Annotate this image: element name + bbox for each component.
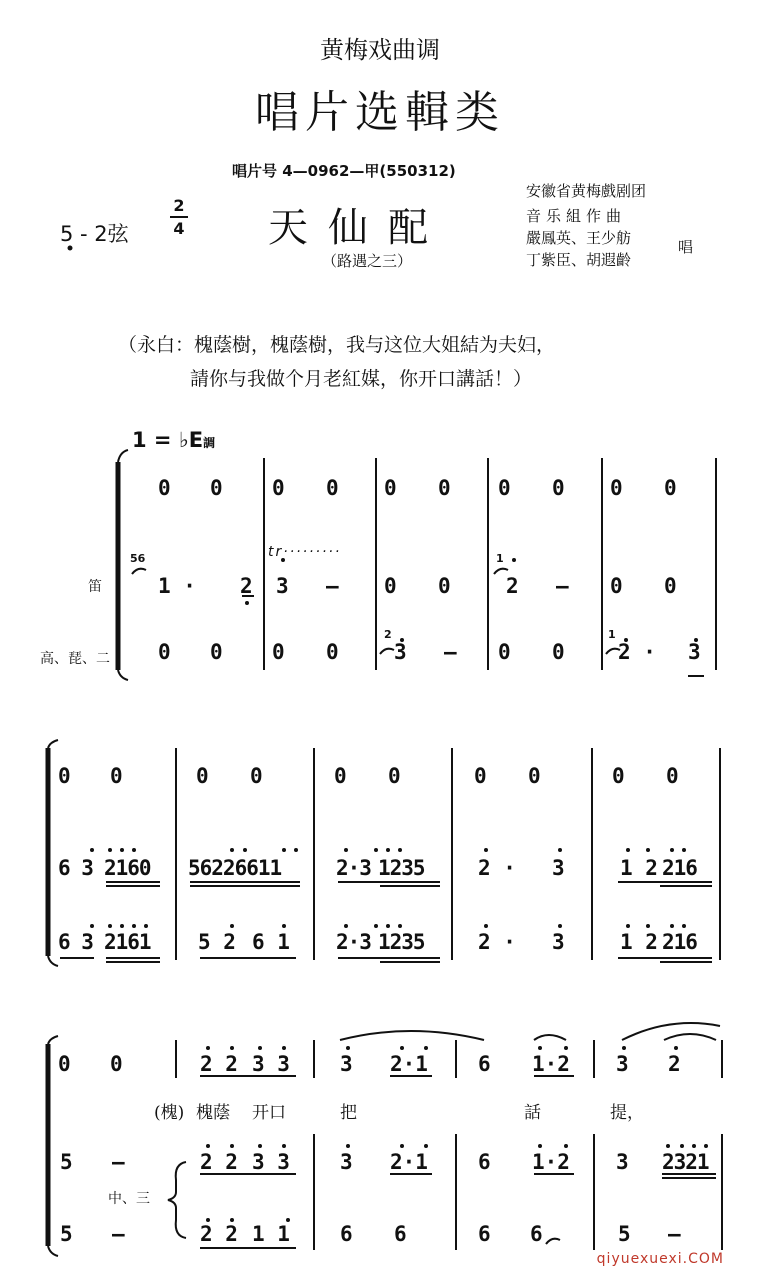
note: 3	[340, 1052, 353, 1076]
note: 1 1	[252, 1222, 290, 1246]
note: 2 ·	[478, 856, 516, 880]
slur-4	[664, 1034, 716, 1040]
system-2-bracket-bottom	[48, 956, 58, 966]
note: 2 2	[200, 1222, 238, 1246]
octave-dots	[68, 246, 709, 1223]
note: 0	[158, 640, 171, 664]
grace-note: 1	[608, 628, 616, 641]
song-title: 天仙配	[268, 205, 448, 251]
note: 1235	[378, 856, 425, 880]
system-3-bracket-bottom	[48, 1246, 58, 1256]
note: 3 3	[252, 1052, 290, 1076]
note: 2·1	[390, 1150, 428, 1174]
note: 5	[60, 1150, 73, 1174]
note: 0	[196, 764, 209, 788]
credit-singers-2: 丁紫臣、胡遐齡	[526, 251, 632, 269]
note: 3	[552, 856, 565, 880]
note: 6 1	[252, 930, 290, 954]
note: 3	[616, 1150, 629, 1174]
note: 6	[394, 1222, 407, 1246]
note: 0	[552, 640, 565, 664]
note: 0	[610, 476, 623, 500]
dialogue-line-1: （永白：槐蔭樹，槐蔭樹，我与这位大姐結为夫妇，	[118, 334, 556, 356]
string-tuning: 5 - 2弦	[60, 222, 129, 246]
lyric: (槐)	[154, 1103, 185, 1123]
note: 1·2	[532, 1150, 570, 1174]
key-signature-suffix: 調	[203, 436, 216, 450]
credit-singers-1: 嚴鳳英、王少舫	[526, 229, 632, 247]
trill-mark: tr·········	[268, 544, 342, 560]
system-3-bracket-top	[48, 1036, 58, 1044]
note: 3	[616, 1052, 629, 1076]
note: 0	[384, 476, 397, 500]
note: 2	[240, 574, 253, 598]
key-signature-text: 1 = ♭E	[132, 428, 204, 452]
grace-tick-3	[380, 649, 394, 654]
note: 0	[110, 764, 123, 788]
note: 2 2	[200, 1150, 238, 1174]
note: 0	[326, 476, 339, 500]
note: 3	[552, 930, 565, 954]
note: 0	[210, 640, 223, 664]
note: 0	[612, 764, 625, 788]
grace-note: 2	[384, 628, 392, 641]
note: 0	[272, 476, 285, 500]
note: 1 2	[620, 856, 658, 880]
note: 0	[664, 574, 677, 598]
record-number: 唱片号 4—0962—甲(550312)	[232, 162, 456, 180]
note: 0	[498, 640, 511, 664]
note: 3	[394, 640, 407, 664]
note: 1 ·	[158, 574, 196, 598]
instrument-flute: 笛	[88, 579, 102, 595]
note: –	[668, 1222, 681, 1246]
note: 2160	[104, 856, 151, 880]
lyric: 提，	[610, 1103, 644, 1123]
slur-2	[534, 1035, 566, 1040]
note: –	[444, 640, 457, 664]
note: 0	[334, 764, 347, 788]
credit-sing-label: 唱	[678, 238, 694, 256]
lyric: 話	[524, 1103, 541, 1123]
note: 6	[478, 1150, 491, 1174]
note: 2	[506, 574, 519, 598]
lyric: 槐蔭	[196, 1103, 230, 1123]
note: 2·3	[336, 856, 371, 880]
note: –	[556, 574, 569, 598]
note: 0	[666, 764, 679, 788]
note: 56226611	[188, 856, 282, 880]
note: 2·3	[336, 930, 371, 954]
instrument-mid-three: 中、三	[108, 1191, 150, 1207]
note: 5 2	[198, 930, 236, 954]
note: –	[326, 574, 339, 598]
grace-tick-5	[546, 1239, 560, 1244]
note: 2161	[104, 930, 151, 954]
note: 0	[528, 764, 541, 788]
note: 0	[438, 476, 451, 500]
note: 0	[110, 1052, 123, 1076]
song-subtitle: （路遇之三）	[322, 252, 413, 270]
instrument-high-er: 高、琵、二	[40, 651, 110, 667]
note: 5	[618, 1222, 631, 1246]
note: 5	[60, 1222, 73, 1246]
note: 6 3	[58, 930, 93, 954]
site-watermark: qiyuexuexi.COM	[596, 1251, 724, 1267]
note: 2·1	[390, 1052, 428, 1076]
note: 0	[58, 1052, 71, 1076]
note: 0	[474, 764, 487, 788]
note: 6	[340, 1222, 353, 1246]
grace-note: 56	[130, 552, 146, 565]
heading-genre: 黄梅戏曲调	[320, 36, 440, 64]
note: 0	[552, 476, 565, 500]
note: 0	[498, 476, 511, 500]
note: 216	[662, 930, 697, 954]
credit-organization: 安徽省黄梅戲剧团	[526, 182, 647, 200]
note: 1·2	[532, 1052, 570, 1076]
note: 0	[610, 574, 623, 598]
note: 2 2	[200, 1052, 238, 1076]
note: 1 2	[620, 930, 658, 954]
note: 0	[388, 764, 401, 788]
note: 2321	[662, 1150, 709, 1174]
note: 0	[438, 574, 451, 598]
note: 2 ·	[618, 640, 656, 664]
credit-composer: 音乐組作曲	[526, 207, 627, 225]
note: 3	[688, 640, 701, 664]
note: 0	[326, 640, 339, 664]
note: 0	[384, 574, 397, 598]
note: –	[112, 1222, 125, 1246]
note: 0	[250, 764, 263, 788]
grace-note: 1	[496, 552, 504, 565]
slur-1	[340, 1031, 484, 1040]
note: 2 ·	[478, 930, 516, 954]
system-1-bracket-bottom	[118, 670, 128, 680]
time-sig-denominator: 4	[173, 219, 185, 238]
note: –	[112, 1150, 125, 1174]
note: 6	[478, 1222, 491, 1246]
note: 0	[664, 476, 677, 500]
heading-category: 唱片选輯类	[255, 87, 505, 138]
note: 0	[158, 476, 171, 500]
system-1-bracket-top	[118, 450, 128, 462]
mid-three-brace	[168, 1162, 186, 1238]
note: 6	[530, 1222, 543, 1246]
note: 216	[662, 856, 697, 880]
note: 0	[58, 764, 71, 788]
note: 3 3	[252, 1150, 290, 1174]
note: 0	[210, 476, 223, 500]
note: 3	[340, 1150, 353, 1174]
lyric: 开口	[252, 1103, 286, 1123]
note: 3	[276, 574, 289, 598]
note: 2	[668, 1052, 681, 1076]
lyric: 把	[340, 1103, 357, 1123]
dialogue-line-2: 請你与我做个月老紅媒，你开口講話！）	[190, 368, 533, 390]
system-2-bracket-top	[48, 740, 58, 748]
grace-tick-1	[132, 569, 146, 574]
time-sig-numerator: 2	[173, 196, 185, 215]
note: 0	[272, 640, 285, 664]
note: 6 3	[58, 856, 93, 880]
note: 1235	[378, 930, 425, 954]
note: 6	[478, 1052, 491, 1076]
